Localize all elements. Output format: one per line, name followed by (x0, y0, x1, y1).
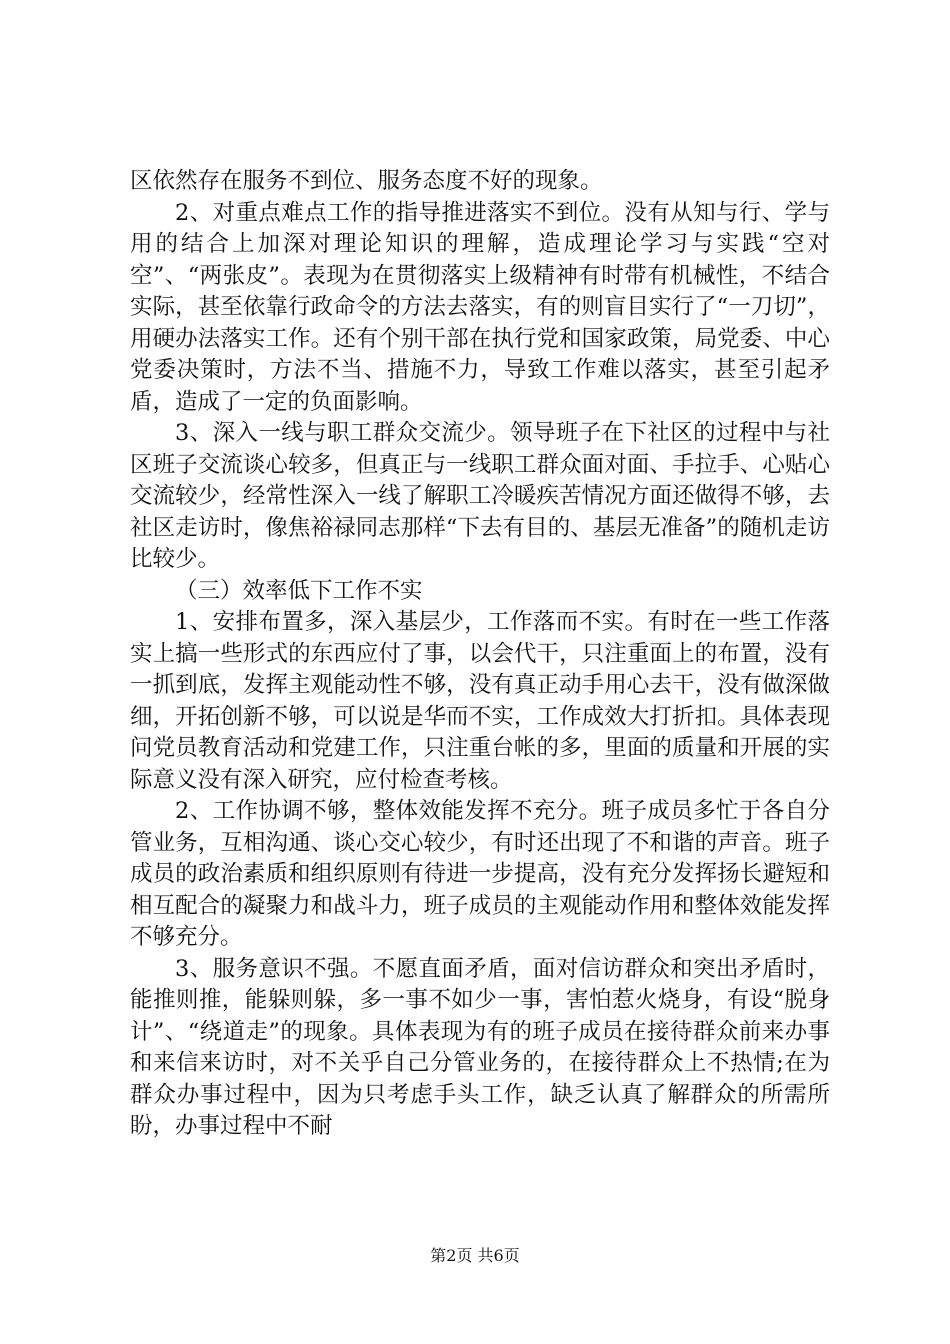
paragraph-item-3-service: 3、服务意识不强。不愿直面矛盾，面对信访群众和突出矛盾时，能推则推，能躲则躲，多一事不如少一事，害怕惹火烧身，有设“脱身计”、“绕道走”的现象。具体表现为有的班子成员在接待群众前来办事和来信来访时，对不关乎自己分管业务的，在接待群众上不热情;在为群众办事过程中，因为只考虑手头工作，缺乏认真了解群众的所需所盼，办事过程中不耐 (130, 955, 830, 1139)
paragraph-item-2-coordination: 2、工作协调不够，整体效能发挥不充分。班子成员多忙于各自分管业务，互相沟通、谈心交心较少，有时还出现了不和谐的声音。班子成员的政治素质和组织原则有待进一步提高，没有充分发挥扬长避短和相互配合的凝聚力和战斗力，班子成员的主观能动作用和整体效能发挥不够充分。 (130, 798, 830, 950)
paragraph-continuation: 区依然存在服务不到位、服务态度不好的现象。 (130, 168, 603, 194)
paragraph-item-3-communication: 3、深入一线与职工群众交流少。领导班子在下社区的过程中与社区班子交流谈心较多，但真正与一线职工群众面对面、手拉手、心贴心交流较少，经常性深入一线了解职工冷暖疾苦情况方面还做得不够，去社区走访时，像焦裕禄同志那样“下去有目的、基层无准备”的随机走访比较少。 (130, 420, 830, 572)
section-heading-efficiency: （三）效率低下工作不实 (175, 577, 423, 604)
document-body (130, 166, 830, 1143)
paragraph-item-1-arrangement: 1、安排布置多，深入基层少，工作落而不实。有时在一些工作落实上搞一些形式的东西应付了事，以会代干，只注重面上的布置，没有一抓到底，发挥主观能动性不够，没有真正动手用心去干，没有做深做细，开拓创新不够，可以说是华而不实，工作成效大打折扣。具体表现问党员教育活动和党建工作，只注重台帐的多，里面的质量和开展的实际意义没有深入研究，应付检查考核。 (130, 609, 830, 793)
paragraph-item-2-guidance: 2、对重点难点工作的指导推进落实不到位。没有从知与行、学与用的结合上加深对理论知识的理解，造成理论学习与实践“空对空”、“两张皮”。表现为在贯彻落实上级精神有时带有机械性，不结合实际，甚至依靠行政命令的方法去落实，有的则盲目实行了“一刀切”，用硬办法落实工作。还有个别干部在执行党和国家政策，局党委、中心党委决策时，方法不当、措施不力，导致工作难以落实，甚至引起矛盾，造成了一定的负面影响。 (130, 199, 830, 415)
page-number-footer: 第2页 共6页 (430, 1246, 520, 1265)
